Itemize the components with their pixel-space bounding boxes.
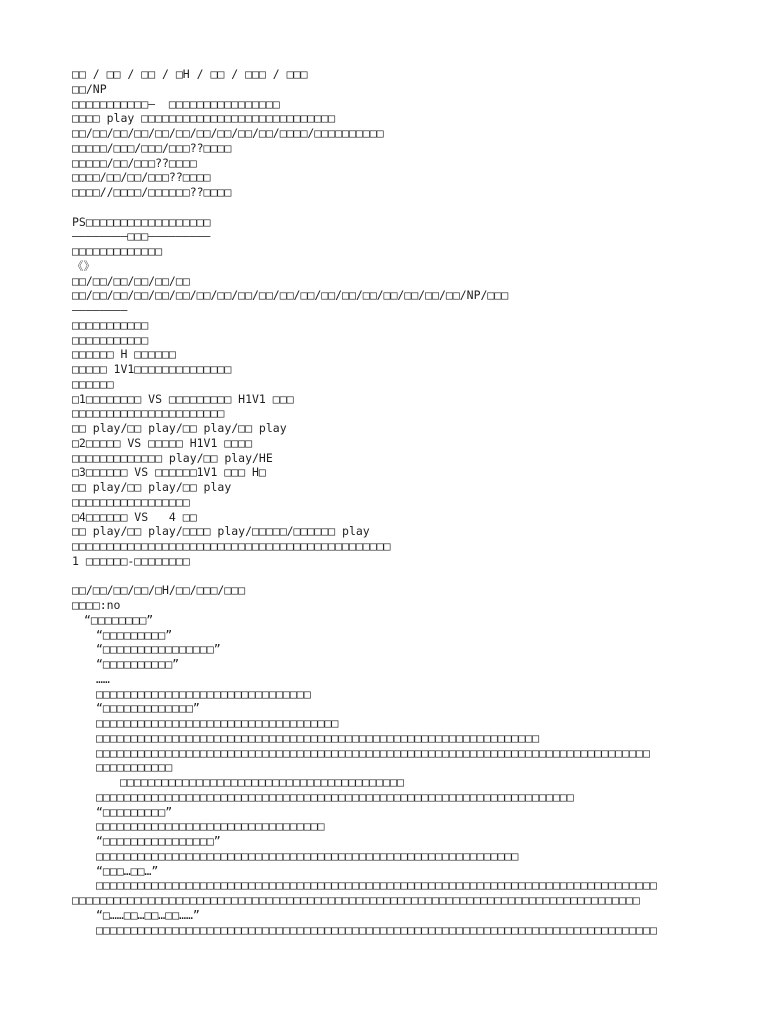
text-line: “□□□□□□□□□” [96, 627, 173, 642]
text-line: □□/□□/□□/□□/□□/□□/□□/□□/□□/□□/□□□□/□□□□□□□□□□ [72, 126, 384, 140]
text-line: □□□□□/□□/□□□??□□□□ [72, 155, 197, 170]
text-line: □□□□/□□/□□/□□□??□□□□ [72, 170, 211, 185]
text-line: □3□□□□□□ VS □□□□□□1V1 □□□ H□ [72, 465, 266, 480]
text-line: □□□□□□□□□□□□□□□□□□□□□□□□□□□□□□□□□□□□□□□□□□□□□□□□□□□□□□□□□□□□□□□□□□□□□□□□□□□□□□□□ [96, 745, 650, 760]
text-line: □□□□□□□□□□□ [72, 332, 149, 347]
text-line: □□□□:no [72, 598, 121, 612]
text-line: □□□□□□□□□□□□□ play/□□ play/HE [72, 450, 273, 465]
text-line: □□□□□□□□□□□ [96, 760, 173, 775]
text-line: “□……□□…□□…□□……” [96, 907, 200, 922]
text-line: □2□□□□□ VS □□□□□ H1V1 □□□□ [72, 435, 253, 450]
text-line: □□□□□□□□□□□□□□□□□□□□□□□□□□□□□□□□□ [96, 819, 325, 834]
text-line: □1□□□□□□□□ VS □□□□□□□□□ H1V1 □□□ [72, 391, 294, 406]
blank-line [0, 569, 768, 584]
text-line: □□□□□□□□□□□□□□□□□□□□□□□□□□□□□□□□□□□□□□□□□□□□□□ [72, 539, 391, 553]
text-line: 《》 [72, 258, 95, 273]
text-line: □□□□□□□□□□□□□□□□□□□□□□□□□□□□□□□□□□□□□□□□□□□□□□□□□□□□□□□□□□□□□□□□□□□□□□□□□□□□□□□□□ [96, 878, 657, 893]
text-line: □□□□□□□□□□□□□□□□□□□□□□ [72, 406, 225, 421]
text-line: ———————— [72, 303, 128, 317]
text-line: 1 □□□□□□-□□□□□□□□ [72, 553, 190, 568]
text-line: □□ play/□□ play/□□ play [72, 480, 232, 494]
document-body [0, 67, 768, 937]
text-line: □□ / □□ / □□ / □H / □□ / □□□ / □□□ [72, 67, 308, 81]
text-line: □□□□□□□□□□□□□□□□□□□□□□□□□□□□□□□ [96, 686, 311, 701]
text-line: □□□□□□□□□□□□□□□□□□□□□□□□□□□□□□□□□□□□□□□□□□□□□□□□□□□□□□□□□□□□□□□□□□□□□□□□□□□□□□□□□ [96, 922, 657, 937]
text-line: □4□□□□□□ VS 4 □□ [72, 509, 197, 524]
text-line: □□□□□□□□□□□ [72, 317, 149, 332]
text-line: □□□□□□ H □□□□□□ [72, 347, 176, 362]
text-line: □□□□□□□□□□□— □□□□□□□□□□□□□□□□ [72, 96, 280, 111]
text-line: □□□□□□□□□□□□□□□□□ [72, 494, 190, 509]
text-line: □□□□□□□□□□□□□ [72, 244, 163, 258]
text-line: □□□□□□□□□□□□□□□□□□□□□□□□□□□□□□□□□□□□□□□□□□□□□□□□□□□□□□□□□□□□□□□□□□□□□□□□□□□□□□□□□□ [72, 893, 640, 907]
text-line: “□□□□□□□□□□□□□□□□” [96, 834, 221, 848]
text-line: □□ play/□□ play/□□ play/□□ play [72, 421, 287, 435]
text-line: …… [96, 671, 110, 686]
text-line: □□□□//□□□□/□□□□□□??□□□□ [72, 185, 232, 199]
text-line: □□□□ play □□□□□□□□□□□□□□□□□□□□□□□□□□□□ [72, 111, 336, 126]
text-line: □□□□□□□□□□□□□□□□□□□□□□□□□□□□□□□□□□□□□□□□□□□□□□□□□□□□□□□□□□□□□□□□ [96, 730, 540, 745]
text-line: “□□□□□□□□” [84, 612, 154, 627]
text-line: “□□□□□□□□□□” [96, 657, 180, 671]
text-line: □□/□□/□□/□□/□H/□□/□□□/□□□ [72, 583, 246, 598]
text-line: “□□□□□□□□□” [96, 804, 173, 819]
text-line: ————————□□□————————— [72, 229, 211, 244]
text-line: □□□□□□□□□□□□□□□□□□□□□□□□□□□□□□□□□□□□□□□□□□□□□□□□□□□□□□□□□□□□□ [96, 848, 519, 863]
text-line: □□/NP [72, 81, 107, 96]
text-line: □□□□□□□□□□□□□□□□□□□□□□□□□□□□□□□□□□□ [96, 716, 339, 730]
text-line: “□□□□□□□□□□□□□” [96, 701, 200, 716]
text-line: □□/□□/□□/□□/□□/□□ [72, 273, 190, 288]
blank-line [0, 200, 768, 215]
text-line: □□ play/□□ play/□□□□ play/□□□□□/□□□□□□ play [72, 524, 370, 539]
text-line: PS□□□□□□□□□□□□□□□□□□ [72, 214, 211, 229]
text-line: □□□□□/□□□/□□□/□□□??□□□□ [72, 140, 232, 155]
text-line: “□□□…□□…” [96, 863, 159, 878]
text-line: □□/□□/□□/□□/□□/□□/□□/□□/□□/□□/□□/□□/□□/□□/□□/□□/□□/□□/□□/NP/□□□ [72, 288, 509, 303]
text-line: “□□□□□□□□□□□□□□□□” [96, 642, 221, 657]
text-line: □□□□□□□□□□□□□□□□□□□□□□□□□□□□□□□□□□□□□□□□□□□□□□□□□□□□□□□□□□□□□□□□□□□□□ [96, 789, 574, 804]
text-line: □□□□□□□□□□□□□□□□□□□□□□□□□□□□□□□□□□□□□□□□□ [120, 775, 404, 789]
text-line: □□□□□□ [72, 376, 114, 391]
text-line: □□□□□ 1V1□□□□□□□□□□□□□□ [72, 362, 232, 376]
